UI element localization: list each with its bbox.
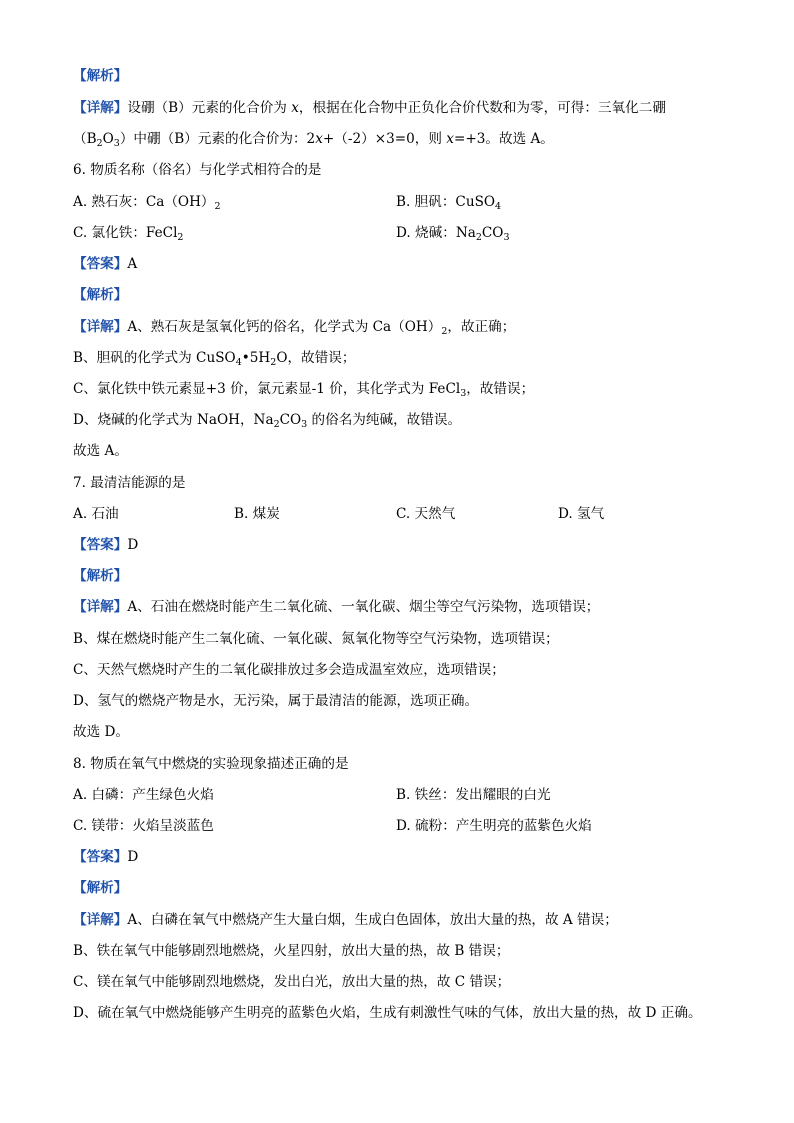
q6-option-a: A. 熟石灰：$Ca(OH)_2$ [73,194,221,212]
q7-option-b: B. 煤炭 [234,506,280,522]
q7-detail-line3: C、天然气燃烧时产生的二氧化碳排放过多会造成温室效应，选项错误； [73,662,505,678]
q5-analysis-label: 【解析】 [73,68,128,84]
q8-detail-line1: 【详解】A、白磷在氧气中燃烧产生大量白烟，生成白色固体，放出大量的热，故 A 错误； [73,912,618,928]
q6-conclusion: 故选 A。 [73,443,128,459]
q7-answer: 【答案】D [73,537,139,553]
q8-option-a: A. 白磷：产生绿色火焰 [73,787,214,803]
q6-option-c: C. 氯化铁：FeCl$_2$ [73,225,184,243]
q6-option-d: D. 烧碱：$Na_2CO_3$ [396,225,510,243]
q6-detail-line1: 【详解】A、熟石灰是氢氧化钙的俗名，化学式为 $Ca(OH)_2$，故正确； [73,319,516,337]
q8-stem: 8. 物质在氧气中燃烧的实验现象描述正确的是 [73,756,349,772]
q6-stem: 6. 物质名称（俗名）与化学式相符合的是 [73,162,322,178]
q7-conclusion: 故选 D。 [73,724,130,740]
q5-detail-line1: 【详解】设硼（B）元素的化合价为 x，根据在化合物中正负化合价代数和为零，可得：三氧化二硼 [73,100,666,116]
q6-analysis-label: 【解析】 [73,287,128,303]
q7-option-d: D. 氢气 [558,506,605,522]
q6-detail-line4: D、烧碱的化学式为 NaOH，$Na_2CO_3$ 的俗名为纯碱，故错误。 [73,412,462,430]
q7-detail-line4: D、氢气的燃烧产物是水，无污染，属于最清洁的能源，选项正确。 [73,693,479,709]
q6-detail-line3: C、氯化铁中铁元素显+3 价，氯元素显-1 价，其化学式为 FeCl$_3$，故错误； [73,381,535,399]
q7-stem: 7. 最清洁能源的是 [73,475,186,491]
q6-answer: 【答案】A [73,256,138,272]
q8-detail-line2: B、铁在氧气中能够剧烈地燃烧，火星四射，放出大量的热，故 B 错误； [73,943,510,959]
q8-detail-line3: C、镁在氧气中能够剧烈地燃烧，发出白光，放出大量的热，故 C 错误； [73,974,511,990]
q6-detail-line2: B、胆矾的化学式为 $CuSO_4•5H_2O$，故错误； [73,350,356,368]
q8-answer: 【答案】D [73,849,139,865]
q8-option-d: D. 硫粉：产生明亮的蓝紫色火焰 [396,818,592,834]
q5-detail-line2: $(B_2O_3)$中硼（B）元素的化合价为：2x+（-2）×3=0，则 x=+3。故选 A。 [73,131,554,149]
q7-option-a: A. 石油 [73,506,119,522]
q8-detail-line4: D、硫在氧气中燃烧能够产生明亮的蓝紫色火焰，生成有刺激性气味的气体，放出大量的热，故 D 正确。 [73,1005,702,1021]
q8-analysis-label: 【解析】 [73,880,128,896]
q6-option-b: B. 胆矾：CuSO$_4$ [396,194,502,212]
q8-option-c: C. 镁带：火焰呈淡蓝色 [73,818,214,834]
q7-option-c: C. 天然气 [396,506,456,522]
q8-option-b: B. 铁丝：发出耀眼的白光 [396,787,551,803]
q7-detail-line2: B、煤在燃烧时能产生二氧化硫、一氧化碳、氮氧化物等空气污染物，选项错误； [73,631,559,647]
q7-analysis-label: 【解析】 [73,568,128,584]
q7-detail-line1: 【详解】A、石油在燃烧时能产生二氧化硫、一氧化碳、烟尘等空气污染物，选项错误； [73,599,600,615]
